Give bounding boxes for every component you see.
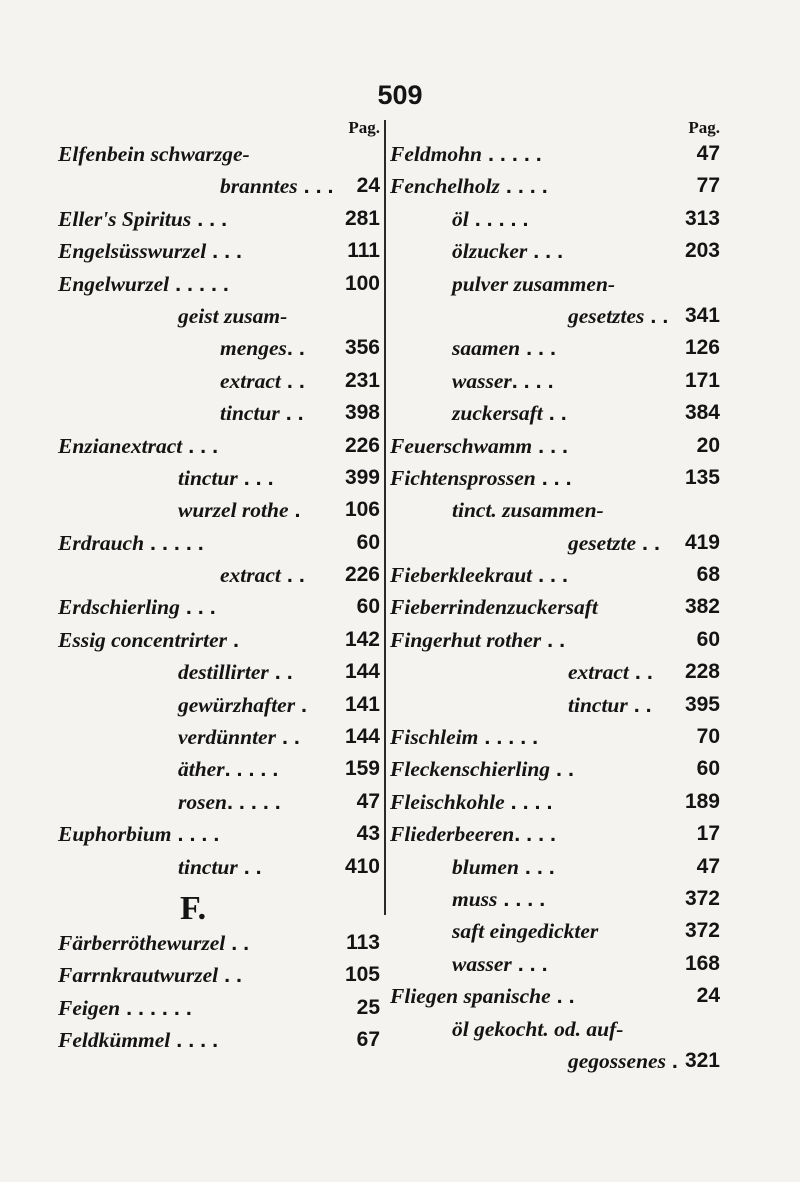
index-term [452,883,545,915]
index-term [568,300,668,332]
index-term-text: saamen [452,336,521,361]
index-term-text: Fenchelholz [390,174,500,199]
index-leader-dots: . . . . [514,822,557,847]
index-term-text: öl [452,206,469,231]
index-entry [58,170,380,202]
index-entry [58,235,380,267]
index-entry [390,332,720,364]
index-page-number: 60 [696,627,720,651]
index-term-text: tinctur [178,854,238,879]
index-entry [58,656,380,688]
index-leader-dots: . . [268,660,293,685]
index-entry [58,992,380,1024]
index-term-text: tinctur [220,401,280,426]
index-leader-dots: . . [275,725,300,750]
index-leader-dots: . . . [518,854,555,879]
index-term [58,927,249,959]
index-page-number: 126 [684,336,720,360]
index-page-number: 189 [684,789,720,813]
index-entry [390,624,720,656]
index-term-text: Fichtensprossen [390,465,536,490]
index-leader-dots: . . . [179,595,216,620]
index-term [390,170,548,202]
index-term [58,203,227,235]
index-term [452,494,604,526]
index-page-number: 372 [684,886,720,910]
index-term [178,786,281,818]
index-term [390,786,552,818]
index-leader-dots: . . [627,692,652,717]
index-term [58,624,239,656]
index-term [390,430,568,462]
index-page-number: 43 [356,822,380,846]
index-page-number: 141 [344,692,380,716]
index-term [178,721,300,753]
index-leader-dots: . . . [535,465,572,490]
index-term-text: Fliederbeeren [390,822,515,847]
index-term-text: muss [452,886,498,911]
index-entry [58,591,380,623]
index-entry [390,300,720,332]
index-term [58,992,192,1024]
index-leader-dots: . . . . [497,886,546,911]
index-term-text: wasser [452,951,512,976]
index-entry [390,203,720,235]
index-entry [390,883,720,915]
index-entry [58,1024,380,1056]
index-term [452,851,555,883]
index-term-text: Feuerschwamm [390,433,533,458]
index-term [452,203,528,235]
index-leader-dots: . . [542,401,567,426]
index-entry [390,235,720,267]
index-term [220,559,305,591]
index-page-number: 231 [344,368,380,392]
index-page-number: 70 [696,725,720,749]
index-term [220,397,304,429]
index-term-text: destillirter [178,660,269,685]
index-term [58,430,218,462]
index-entry [390,268,720,300]
index-leader-dots: . . [237,854,262,879]
index-entry [390,138,720,170]
index-term-text: Fleckenschierling [390,757,551,782]
index-term-text: ölzucker [452,239,528,264]
index-term [220,365,305,397]
index-leader-dots: . . . . . . [120,995,192,1020]
index-term-text: öl gekocht. od. auf- [452,1016,624,1041]
index-term-text: pulver zusammen- [452,271,616,296]
index-entry [58,786,380,818]
index-leader-dots: . . [550,757,574,782]
index-entry [58,332,380,364]
index-page-number: 113 [346,930,380,954]
index-term [568,689,652,721]
index-page-number: 281 [344,206,380,230]
index-entry [58,624,380,656]
page-number: 509 [377,80,423,110]
index-entry [390,818,720,850]
index-entry [390,1013,720,1045]
index-entry [58,689,380,721]
index-entry [390,1045,720,1077]
index-term-text: gewürzhafter [178,692,296,717]
index-entry [58,300,380,332]
index-term [390,980,575,1012]
index-page-number: 382 [684,595,720,619]
index-entry [390,430,720,462]
index-entry [58,430,380,462]
index-term [390,624,565,656]
index-leader-dots: . . [636,530,660,555]
index-term [58,959,242,991]
index-page-number: 228 [684,660,720,684]
index-leader-dots: . [295,692,308,717]
index-term [178,851,262,883]
index-term-text: Engelsüsswurzel [58,239,207,264]
index-page-number: 24 [696,984,720,1008]
column-divider [384,120,386,915]
index-page-number: 168 [684,951,720,975]
index-leader-dots: . . [280,368,305,393]
index-entry [390,948,720,980]
index-leader-dots: . . . [511,951,548,976]
index-term-text: Fieberkleekraut [390,563,533,588]
index-term-text: Fischleim [390,725,479,750]
index-entry [58,927,380,959]
index-page-number: 159 [344,757,380,781]
index-leader-dots: . . . . . [224,757,279,782]
index-term-text: extract [220,368,281,393]
index-leader-dots: . . [279,401,304,426]
index-term [220,332,305,364]
index-entry [390,494,720,526]
index-leader-dots: . . . [237,465,274,490]
index-term [390,818,556,850]
index-page-number: 24 [356,174,380,198]
index-term [390,138,542,170]
index-page-number: 395 [684,692,720,716]
index-page-number: 17 [696,822,720,846]
index-entry [390,851,720,883]
index-term [58,818,219,850]
index-term-text: gegossenes [568,1048,666,1073]
index-term [178,753,278,785]
index-term-text: wasser [452,368,512,393]
index-page-number: 60 [696,757,720,781]
left-column [58,118,380,1057]
index-page-number: 100 [344,271,380,295]
index-term-text: gesetztes [568,303,645,328]
index-page-number: 410 [344,854,380,878]
index-term-text: extract [568,660,629,685]
index-entry [390,980,720,1012]
section-letter-text: F. [180,889,207,927]
index-term-text: Elfenbein schwarzge- [58,142,250,166]
index-term [452,235,563,267]
index-leader-dots: . [665,1048,678,1073]
index-term-text: Feldmohn [390,142,482,166]
index-entry [390,365,720,397]
index-entry [390,462,720,494]
index-entry [58,753,380,785]
index-term-text: äther [178,757,225,782]
index-term-text: wurzel rothe [178,498,289,523]
index-term [452,268,615,300]
index-leader-dots: . . . [297,174,334,199]
index-page-number: 105 [344,963,380,987]
index-entry [58,397,380,429]
index-page-number: 135 [684,465,720,489]
index-term [452,1013,623,1045]
index-leader-dots: . . . . [499,174,548,199]
index-page-number: 47 [696,142,720,165]
index-term [390,591,598,623]
index-term [178,462,274,494]
index-term-text: tinct. zusammen- [452,498,604,523]
index-term [220,170,334,202]
index-term [568,656,653,688]
index-term-text: Enzianextract [58,433,183,458]
index-term-text: Erdschierling [58,595,180,620]
index-entry [58,203,380,235]
index-page-number: 398 [344,401,380,425]
index-page-number: 60 [356,595,380,619]
right-entries [390,138,720,1077]
index-page-number: 226 [344,433,380,457]
index-term-text: blumen [452,854,519,879]
index-term-text: Erdrauch [58,530,145,555]
index-term-text: Feldkümmel [58,1028,171,1053]
index-term [58,527,204,559]
index-entry [58,268,380,300]
index-entry [390,753,720,785]
index-term [178,494,300,526]
index-term-text: geist zusam- [178,303,288,328]
index-leader-dots: . . . . . [144,530,204,555]
index-leader-dots: . . . . . [226,789,281,814]
index-term [58,268,229,300]
index-entry [390,689,720,721]
index-entry [58,818,380,850]
index-term [58,235,242,267]
index-term [178,656,293,688]
index-page-number: 60 [356,530,380,554]
index-term-text: zuckersaft [452,401,543,426]
index-leader-dots: . . . [532,563,568,588]
index-leader-dots: . . [541,627,566,652]
index-page-number: 419 [684,530,720,554]
index-term [452,948,548,980]
index-term-text: Farrnkrautwurzel [58,963,219,988]
index-page-number: 67 [356,1028,380,1052]
index-entry [58,959,380,991]
index-term-text: branntes [220,174,298,199]
index-entry [58,851,380,883]
index-term [568,527,660,559]
index-term-text: Eller's Spiritus [58,206,192,231]
index-term-text: Fieberrindenzuckersaft [390,595,598,620]
index-term-text: Euphorbium [58,822,172,847]
pag-label-left: Pag. [348,118,380,137]
index-term [58,1024,218,1056]
left-entries-f [58,927,380,1057]
index-entry [390,527,720,559]
index-leader-dots: . . [218,963,243,988]
index-term-text: Essig concentrirter [58,627,228,652]
index-leader-dots: . . . . [511,368,554,393]
index-term [452,365,554,397]
index-term-text: Fingerhut rother [390,627,542,652]
index-page-number: 341 [684,303,720,327]
index-term [178,689,307,721]
index-term-text: Engelwurzel [58,271,170,296]
index-entry [390,656,720,688]
index-page-number: 25 [356,995,380,1019]
index-term-text: Feigen [58,995,121,1020]
index-term-text: Fliegen spanische [390,984,551,1009]
index-term [568,1045,678,1077]
index-term [390,462,572,494]
index-term-text: rosen [178,789,227,814]
index-term [390,721,538,753]
index-entry [58,365,380,397]
index-term-text: gesetzte [568,530,637,555]
index-page-number: 47 [356,789,380,813]
index-entry [58,559,380,591]
index-page-number: 77 [696,174,720,198]
index-page-number: 203 [684,239,720,263]
index-page-number: 111 [347,239,380,263]
index-leader-dots: . . . [532,433,568,458]
index-term [390,559,568,591]
index-term-text: verdünnter [178,725,276,750]
index-page-number: 144 [344,660,380,684]
index-leader-dots: . . . . [504,789,553,814]
index-leader-dots: . . . . [171,822,220,847]
index-term [390,753,574,785]
index-page-number: 68 [696,563,720,587]
index-entry [390,559,720,591]
section-letter [58,883,380,927]
index-leader-dots: . [227,627,239,652]
left-entries [58,138,380,883]
index-entry [390,591,720,623]
index-entry [390,721,720,753]
index-term [452,332,556,364]
index-leader-dots: . . . [206,239,243,264]
index-leader-dots: . . [628,660,653,685]
pag-label-right: Pag. [688,118,720,137]
index-entry [390,170,720,202]
index-leader-dots: . . . [527,239,564,264]
index-entry [390,915,720,947]
index-term [58,138,250,170]
index-entry [58,462,380,494]
index-leader-dots: . . [550,984,575,1009]
index-page-number: 372 [684,919,720,943]
index-page-number: 144 [344,725,380,749]
index-term [58,591,216,623]
index-entry [58,494,380,526]
index-leader-dots: . [288,498,301,523]
index-term [452,915,598,947]
index-term-text: Färberröthewurzel [58,930,226,955]
index-leader-dots: . . . . . [482,142,542,166]
index-term-text: extract [220,563,281,588]
index-page-number: 356 [344,336,380,360]
index-page-number: 226 [344,563,380,587]
index-term-text: Fleischkohle [390,789,505,814]
index-page-number: 171 [684,368,720,392]
index-leader-dots: . . . . . [468,206,529,231]
index-leader-dots: . . [644,303,669,328]
index-leader-dots: . . [225,930,250,955]
index-term-text: saft eingedickter [452,919,599,944]
index-page-number: 142 [344,627,380,651]
index-entry [58,721,380,753]
index-page-number: 321 [684,1048,720,1072]
index-leader-dots: . . . [182,433,219,458]
index-leader-dots: . . . [191,206,228,231]
index-term [452,397,567,429]
index-page-number: 399 [344,465,380,489]
index-entry [390,397,720,429]
index-term-text: menges [220,336,287,361]
index-leader-dots: . . . . . [169,271,229,296]
index-entry [58,138,380,170]
index-term [178,300,287,332]
index-leader-dots: . . [280,563,305,588]
index-leader-dots: . . . [520,336,556,361]
index-leader-dots: . . . . [170,1028,219,1053]
right-column [390,118,720,1077]
index-term-text: tinctur [178,465,238,490]
index-page-number: 47 [696,854,720,878]
index-page-number: 384 [684,401,720,425]
index-page-number: 313 [684,206,720,230]
index-term-text: tinctur [568,692,628,717]
index-page-number: 106 [344,498,380,522]
index-leader-dots: . . . . . [478,725,539,750]
index-entry [58,527,380,559]
index-entry [390,786,720,818]
index-leader-dots: . . [286,336,305,361]
index-page-number: 20 [696,433,720,457]
